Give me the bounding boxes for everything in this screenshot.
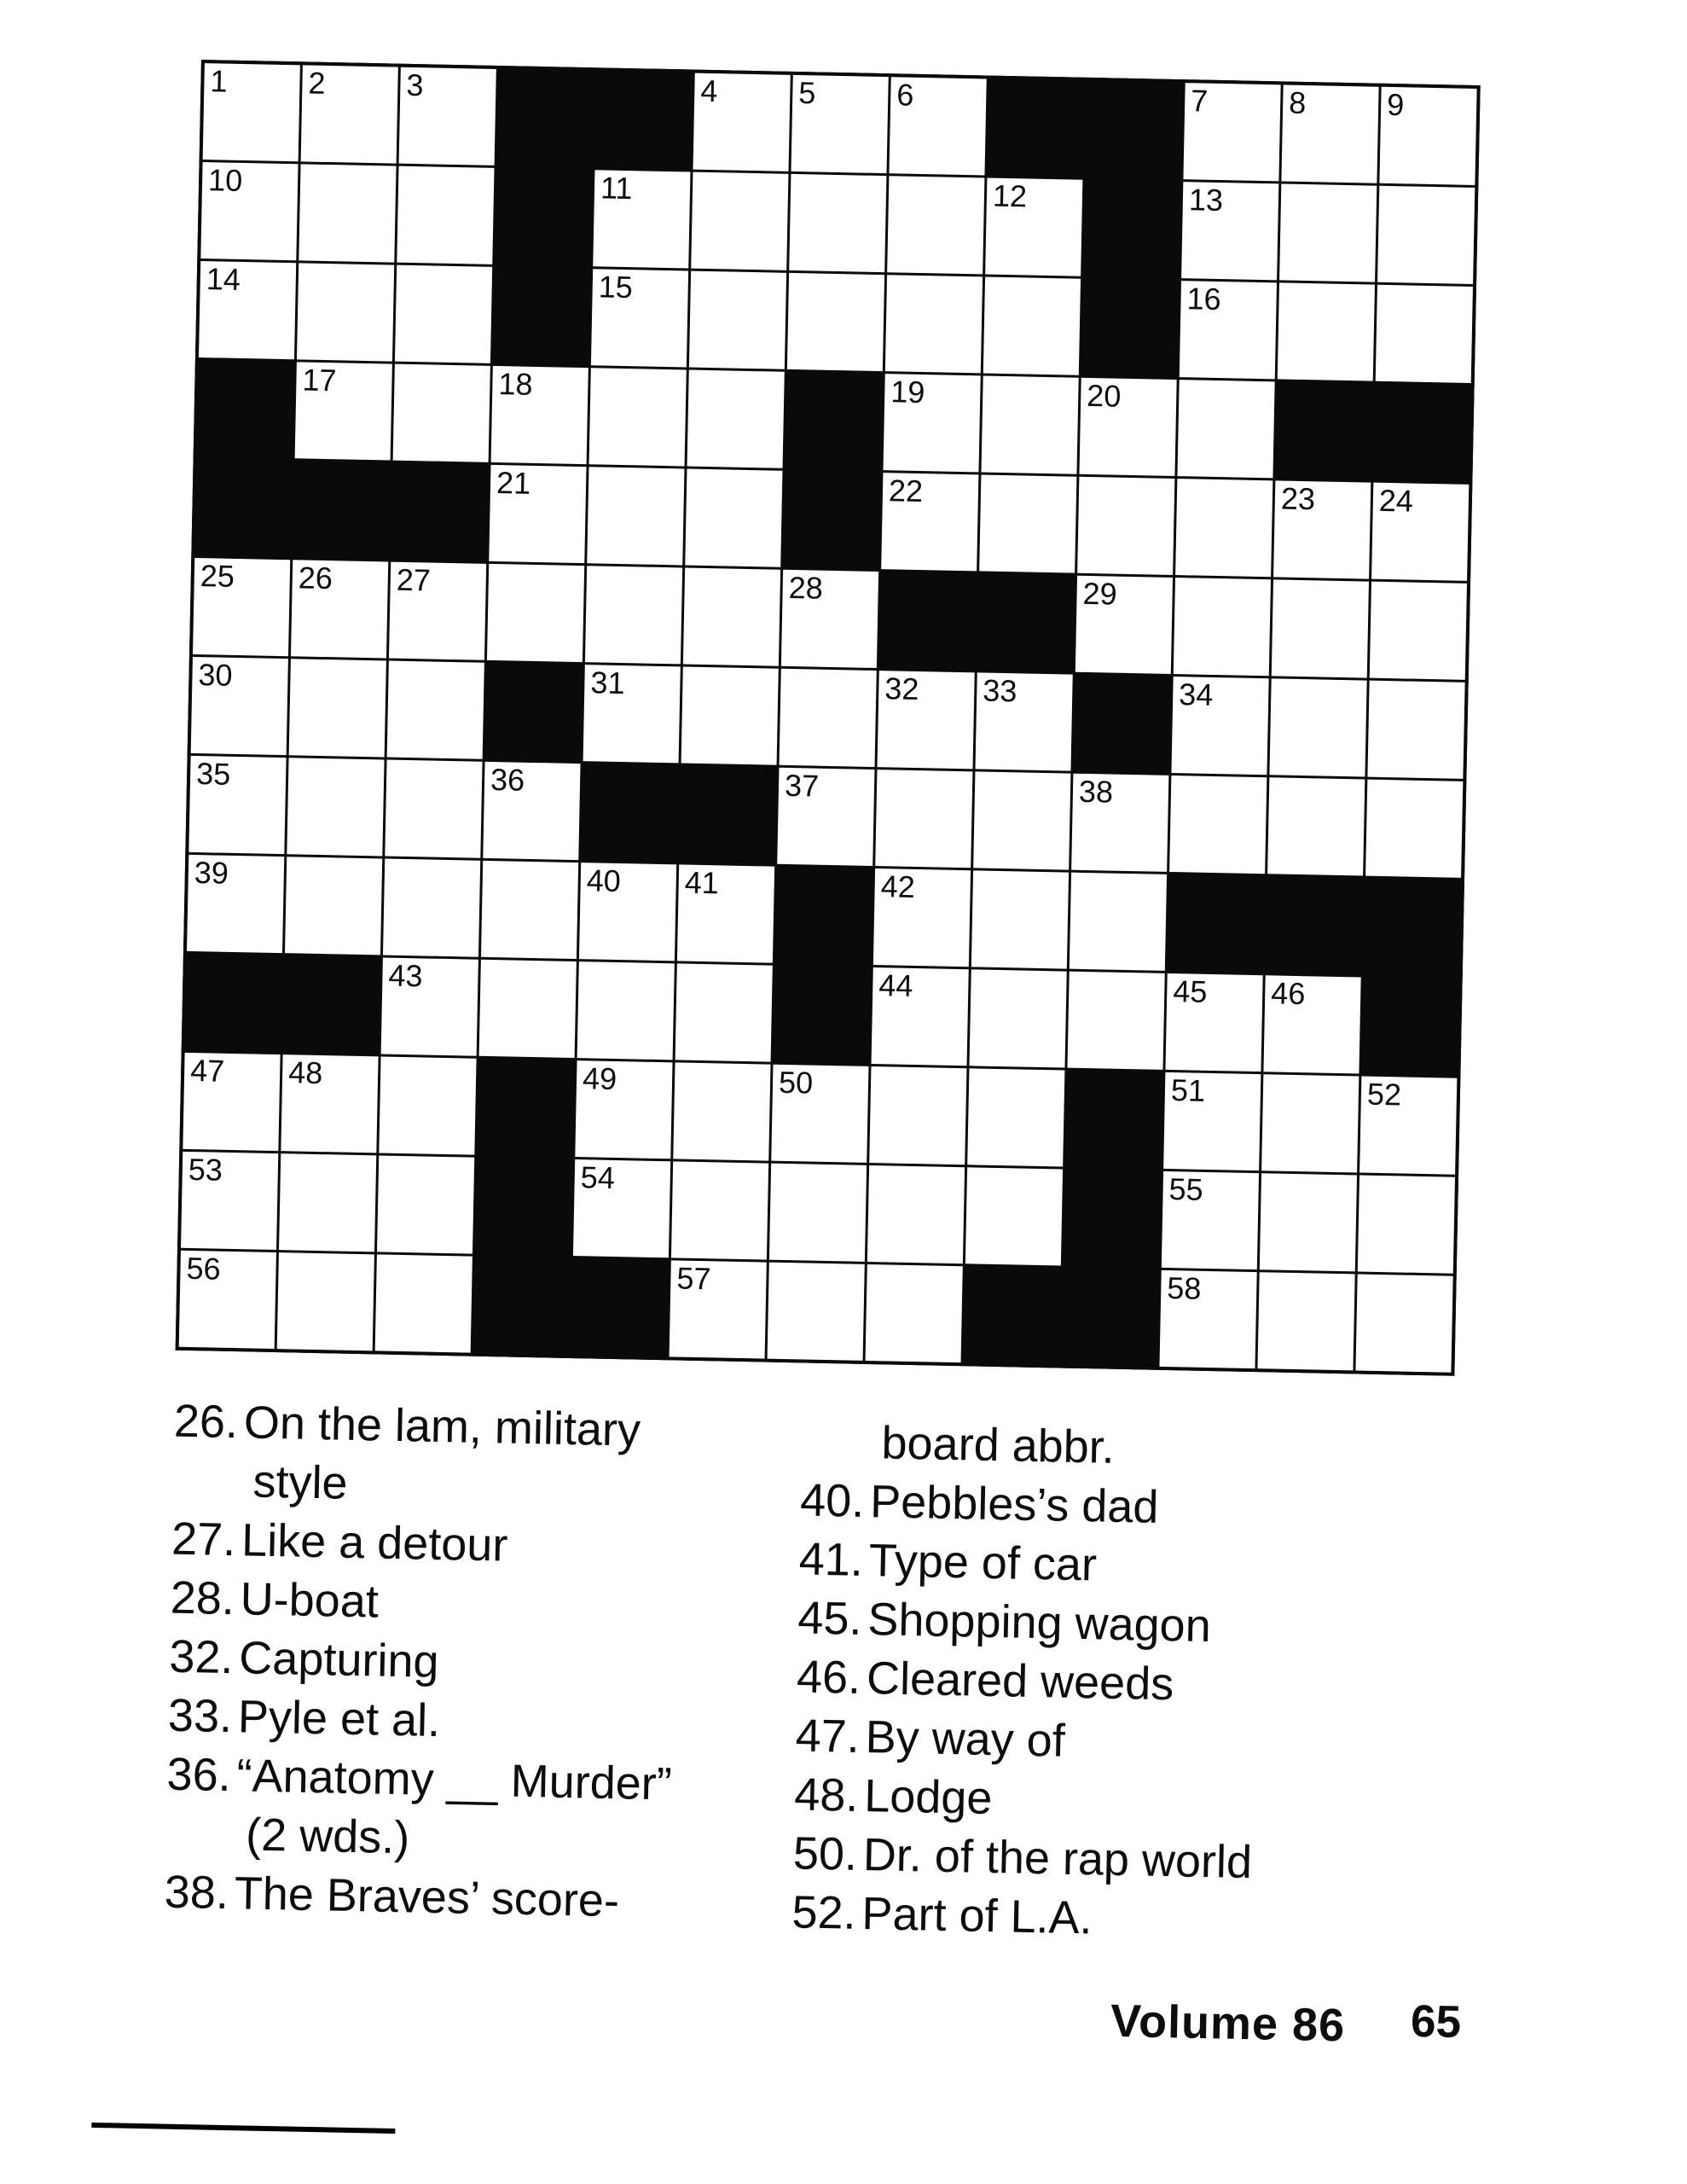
cell-number: 4 [699, 73, 718, 109]
grid-cell [769, 1164, 867, 1262]
grid-cell [381, 957, 478, 1055]
cell-number: 38 [1078, 773, 1114, 810]
grid-cell [875, 770, 972, 868]
cell-number: 31 [590, 665, 625, 701]
cell-number: 34 [1178, 677, 1214, 712]
clue-text: U-boat [240, 1573, 380, 1628]
grid-cell [377, 1155, 474, 1253]
cell-number: 39 [194, 855, 229, 891]
grid-cell-black [497, 69, 594, 167]
grid-cell-black [1266, 876, 1363, 974]
grid-cell [203, 63, 300, 161]
cell-number: 47 [189, 1052, 225, 1089]
grid-cell [878, 671, 975, 769]
grid-cell-black [1083, 180, 1180, 278]
cell-number: 52 [1366, 1076, 1402, 1112]
grid-cell [675, 963, 773, 1061]
cell-number: 45 [1172, 973, 1208, 1009]
grid-cell [191, 657, 288, 755]
clue-text: Shopping wagon [867, 1594, 1212, 1653]
clue-line [171, 1510, 676, 1579]
grid-cell [1279, 183, 1377, 282]
grid-cell [188, 756, 286, 854]
grid-cell [1181, 182, 1278, 280]
clue-number: 33. [167, 1689, 233, 1743]
grid-cell [279, 1153, 376, 1252]
grid-cell [1269, 678, 1366, 776]
cell-number: 8 [1288, 84, 1307, 121]
grid-cell [489, 465, 586, 563]
cell-number: 44 [878, 967, 913, 1003]
grid-cell-black [197, 360, 294, 458]
grid-cell [199, 261, 296, 359]
grid-cell-black [987, 79, 1084, 177]
cell-number: 56 [186, 1250, 222, 1287]
crossword-grid [176, 60, 1481, 1376]
down-clues-right-column [791, 1412, 1261, 1951]
grid-cell [181, 1152, 278, 1250]
grid-cell [1267, 777, 1365, 875]
clue-line [795, 1706, 1255, 1774]
grid-cell [385, 760, 482, 858]
cell-number: 15 [598, 269, 634, 305]
clue-text: Lodge [863, 1770, 994, 1825]
grid-cell [683, 568, 780, 666]
grid-cell-black [1073, 675, 1170, 773]
grid-cell [887, 176, 984, 274]
grid-cell [673, 1062, 770, 1160]
clue-line [167, 1687, 673, 1756]
grid-cell [967, 1068, 1064, 1166]
grid-cell [591, 269, 688, 367]
grid-cell [983, 276, 1081, 375]
clue-text: On the lam, military [243, 1397, 641, 1456]
grid-cell [1165, 973, 1262, 1072]
grid-cell-black [1081, 279, 1179, 377]
cell-number: 27 [396, 561, 432, 598]
grid-cell [889, 77, 986, 175]
clue-text: Part of L.A. [861, 1887, 1093, 1944]
clue-line [791, 1883, 1251, 1951]
grid-cell [873, 868, 971, 967]
grid-cell [1379, 87, 1476, 185]
grid-cell [884, 374, 981, 472]
grid-cell-black [1364, 879, 1461, 977]
grid-cell [1180, 281, 1277, 379]
grid-cell [869, 1066, 966, 1165]
grid-cell [1273, 480, 1371, 578]
grid-cell [1376, 285, 1473, 383]
grid-cell [395, 265, 492, 363]
grid-cell [483, 762, 580, 860]
grid-cell [1365, 780, 1463, 878]
grid-cell [297, 263, 394, 361]
grid-cell [187, 855, 284, 953]
grid-cell [379, 1056, 476, 1154]
grid-cell-black [1275, 381, 1372, 479]
grid-cell-black [977, 573, 1075, 671]
grid-cell-black [1085, 81, 1182, 179]
cell-number: 40 [586, 863, 622, 899]
grid-cell [791, 75, 889, 173]
grid-cell [780, 669, 877, 767]
grid-cell [1162, 1171, 1259, 1269]
grid-cell [281, 1054, 378, 1153]
cell-number: 54 [580, 1159, 616, 1195]
grid-cell-black [1361, 978, 1458, 1076]
grid-cell-black [1062, 1269, 1159, 1367]
grid-cell [1377, 186, 1475, 284]
clue-number: 52. [791, 1886, 857, 1939]
grid-cell-black [581, 764, 678, 862]
grid-cell-black [571, 1258, 669, 1356]
grid-cell [589, 368, 687, 466]
cell-number: 32 [884, 671, 919, 707]
cell-number: 43 [388, 957, 423, 994]
grid-cell [670, 1260, 767, 1358]
cell-number: 7 [1190, 83, 1209, 119]
grid-cell [1071, 774, 1168, 872]
cell-number: 42 [880, 868, 916, 904]
cell-number: 36 [490, 761, 525, 798]
grid-cell [583, 665, 681, 763]
grid-cell-black [185, 954, 282, 1052]
clue-line [792, 1824, 1252, 1892]
grid-cell [397, 166, 494, 264]
grid-cell [287, 758, 384, 856]
cell-number: 51 [1170, 1072, 1206, 1108]
cell-number: 14 [206, 261, 241, 297]
grid-cell [277, 1252, 374, 1350]
clue-line [172, 1451, 678, 1520]
grid-cell [1281, 84, 1378, 183]
cell-number: 17 [302, 362, 337, 398]
clue-text: (2 wds.) [245, 1809, 410, 1864]
cell-number: 49 [582, 1060, 617, 1097]
grid-cell-black [775, 867, 872, 965]
clue-number: 27. [171, 1513, 236, 1566]
grid-cell [1070, 873, 1167, 971]
grid-cell [1263, 975, 1360, 1073]
cell-number: 13 [1188, 182, 1224, 218]
cell-number: 10 [207, 162, 243, 198]
grid-cell [389, 562, 486, 660]
grid-cell [872, 967, 969, 1066]
clue-text: By way of [865, 1711, 1066, 1767]
grid-cell [479, 960, 577, 1058]
grid-cell [575, 1060, 672, 1159]
grid-cell-black [1168, 874, 1265, 973]
clue-number: 46. [796, 1651, 861, 1704]
grid-cell [689, 271, 786, 369]
grid-cell-black [774, 966, 871, 1064]
grid-cell [787, 273, 884, 371]
clue-number: 26. [173, 1395, 239, 1449]
grid-cell-black [786, 372, 883, 470]
grid-cell [295, 362, 392, 460]
grid-cell [577, 961, 675, 1060]
grid-cell-black [283, 956, 380, 1054]
grid-cell [193, 558, 290, 656]
grid-cell [866, 1264, 963, 1362]
clue-number: 48. [793, 1769, 859, 1821]
grid-cell-black [679, 765, 776, 863]
clue-number: 47. [795, 1710, 861, 1763]
clue-number: 45. [797, 1592, 863, 1645]
grid-cell [687, 370, 785, 468]
clue-line [170, 1569, 675, 1638]
grid-cell [685, 469, 782, 567]
grid-cell [1169, 775, 1267, 874]
cell-number: 21 [496, 465, 531, 501]
grid-cell-black [783, 471, 880, 569]
clue-text: Like a detour [241, 1514, 508, 1571]
grid-cell-black [1373, 384, 1470, 482]
grid-cell [965, 1167, 1063, 1265]
volume-label: Volume 86 [1110, 1995, 1346, 2052]
clue-line [166, 1745, 672, 1815]
cell-number: 9 [1386, 86, 1405, 123]
grid-cell [1359, 1077, 1457, 1175]
cell-number: 46 [1270, 975, 1306, 1012]
grid-cell [487, 564, 584, 662]
grid-cell [1260, 1173, 1357, 1271]
clue-line [164, 1863, 670, 1932]
grid-cell [399, 67, 496, 166]
cell-number: 35 [195, 756, 231, 792]
grid-cell [285, 857, 382, 955]
cell-number: 26 [298, 560, 333, 596]
grid-cell [593, 170, 690, 268]
grid-cell [885, 275, 983, 373]
grid-cell [981, 375, 1078, 473]
cell-number: 23 [1280, 480, 1316, 517]
grid-cell-black [485, 663, 583, 761]
grid-cell [491, 366, 588, 464]
footer-rule [91, 2123, 395, 2134]
clue-number: 28. [170, 1571, 235, 1625]
grid-cell [1174, 578, 1271, 676]
clue-line [801, 1412, 1261, 1480]
grid-cell [387, 661, 484, 759]
clue-text: “Anatomy __ Murder” [236, 1750, 673, 1810]
grid-cell [301, 65, 398, 163]
cell-number: 33 [982, 672, 1017, 709]
clue-text: style [252, 1455, 349, 1509]
grid-cell [789, 174, 886, 272]
cell-number: 29 [1082, 575, 1118, 612]
grid-cell [383, 859, 480, 957]
grid-cell [1079, 378, 1176, 476]
grid-cell [291, 560, 388, 658]
grid-cell [375, 1254, 472, 1352]
clue-line [173, 1392, 679, 1461]
grid-cell [587, 467, 684, 565]
grid-cell [1355, 1274, 1452, 1372]
clue-text: Type of car [868, 1535, 1098, 1591]
clue-text: Pebbles’s dad [869, 1476, 1160, 1533]
cell-number: 50 [778, 1064, 814, 1101]
grid-cell-black [194, 459, 292, 557]
cell-number: 55 [1168, 1171, 1204, 1207]
grid-cell [768, 1263, 865, 1361]
grid-cell [1159, 1270, 1256, 1368]
clue-number: 40. [799, 1474, 865, 1527]
grid-cell [979, 474, 1076, 572]
grid-cell-black [473, 1257, 571, 1355]
grid-cell [677, 864, 774, 962]
clue-line [797, 1589, 1257, 1657]
grid-cell [1272, 579, 1369, 677]
cell-number: 24 [1378, 482, 1414, 519]
grid-cell [1077, 477, 1174, 575]
cell-number: 12 [992, 177, 1028, 214]
cell-number: 28 [788, 569, 824, 606]
clue-text: Pyle et al. [237, 1691, 441, 1747]
clue-text: Cleared weeds [866, 1653, 1174, 1711]
grid-cell [1163, 1072, 1261, 1170]
grid-cell [481, 861, 578, 959]
grid-cell-black [495, 168, 592, 266]
grid-cell-black [964, 1266, 1061, 1364]
grid-cell [985, 178, 1082, 276]
grid-cell [573, 1159, 670, 1258]
grid-cell-black [1065, 1071, 1162, 1169]
clue-line [169, 1628, 675, 1697]
clue-text: Capturing [238, 1632, 440, 1687]
grid-cell [200, 162, 298, 260]
clue-line [800, 1471, 1260, 1539]
grid-cell [1075, 576, 1173, 674]
grid-cell [1261, 1074, 1359, 1172]
clue-line [165, 1804, 671, 1873]
cell-number: 58 [1166, 1270, 1202, 1306]
grid-cell-black [475, 1158, 572, 1256]
grid-cell [1278, 282, 1375, 380]
cell-number: 53 [188, 1151, 223, 1188]
grid-cell [691, 172, 788, 270]
grid-cell-black [879, 572, 977, 670]
grid-cell [1367, 681, 1464, 779]
cell-number: 16 [1186, 281, 1222, 317]
grid-cell [1371, 483, 1469, 581]
cell-number: 22 [888, 473, 924, 509]
clue-line [798, 1530, 1258, 1598]
cell-number: 18 [498, 366, 533, 402]
clue-text: board abbr. [881, 1417, 1116, 1473]
grid-cell [693, 73, 791, 171]
cell-number: 5 [797, 75, 816, 111]
grid-cell [393, 364, 490, 462]
cell-number: 37 [784, 767, 820, 804]
grid-cell [1358, 1176, 1455, 1274]
cell-number: 41 [684, 864, 720, 901]
grid-cell [585, 566, 682, 664]
grid-cell [579, 863, 676, 961]
cell-number: 48 [287, 1054, 323, 1091]
clue-text: Dr. of the rap world [862, 1829, 1253, 1889]
grid-cell-black [1064, 1170, 1161, 1268]
grid-cell [867, 1165, 965, 1263]
grid-cell-black [595, 71, 693, 169]
cell-number: 6 [896, 77, 914, 113]
grid-cell-black [493, 267, 590, 365]
cell-number: 11 [600, 170, 633, 206]
grid-cell [881, 473, 978, 571]
cell-number: 30 [198, 657, 233, 693]
clue-line [796, 1647, 1255, 1716]
grid-cell [671, 1161, 768, 1259]
grid-cell [1370, 582, 1467, 680]
grid-cell [1177, 380, 1274, 478]
clue-number: 38. [164, 1866, 229, 1920]
grid-cell [681, 666, 779, 764]
grid-cell [781, 570, 878, 668]
down-clues-left-column [164, 1392, 680, 1932]
grid-cell [1257, 1272, 1354, 1370]
grid-cell [777, 768, 874, 866]
cell-number: 57 [676, 1260, 711, 1297]
grid-cell [1067, 972, 1164, 1070]
grid-cell [971, 870, 1069, 968]
grid-cell [299, 164, 396, 262]
clue-number: 36. [166, 1748, 232, 1802]
cell-number: 3 [406, 67, 424, 103]
grid-cell [179, 1251, 276, 1349]
clue-number: 50. [792, 1827, 858, 1880]
clue-text: The Braves’ score- [234, 1867, 620, 1927]
page-number: 65 [1410, 1995, 1462, 2048]
grid-cell [975, 672, 1072, 770]
grid-cell [973, 771, 1070, 869]
grid-cell [1175, 479, 1272, 577]
clue-number: 41. [798, 1533, 864, 1586]
cell-number: 19 [890, 374, 925, 410]
grid-cell-black [293, 461, 390, 559]
grid-cell [1171, 677, 1268, 775]
grid-cell-black [477, 1059, 574, 1157]
clue-line [794, 1765, 1254, 1833]
cell-number: 20 [1086, 377, 1122, 414]
grid-cell [183, 1053, 280, 1151]
grid-cell [1183, 83, 1280, 181]
cell-number: 25 [200, 558, 235, 594]
cell-number: 2 [308, 65, 326, 101]
grid-cell [771, 1065, 868, 1163]
clue-number: 32. [168, 1630, 235, 1684]
grid-cell [970, 969, 1067, 1067]
grid-cell-black [391, 463, 488, 561]
grid-cell [289, 659, 386, 757]
cell-number: 1 [210, 63, 228, 99]
